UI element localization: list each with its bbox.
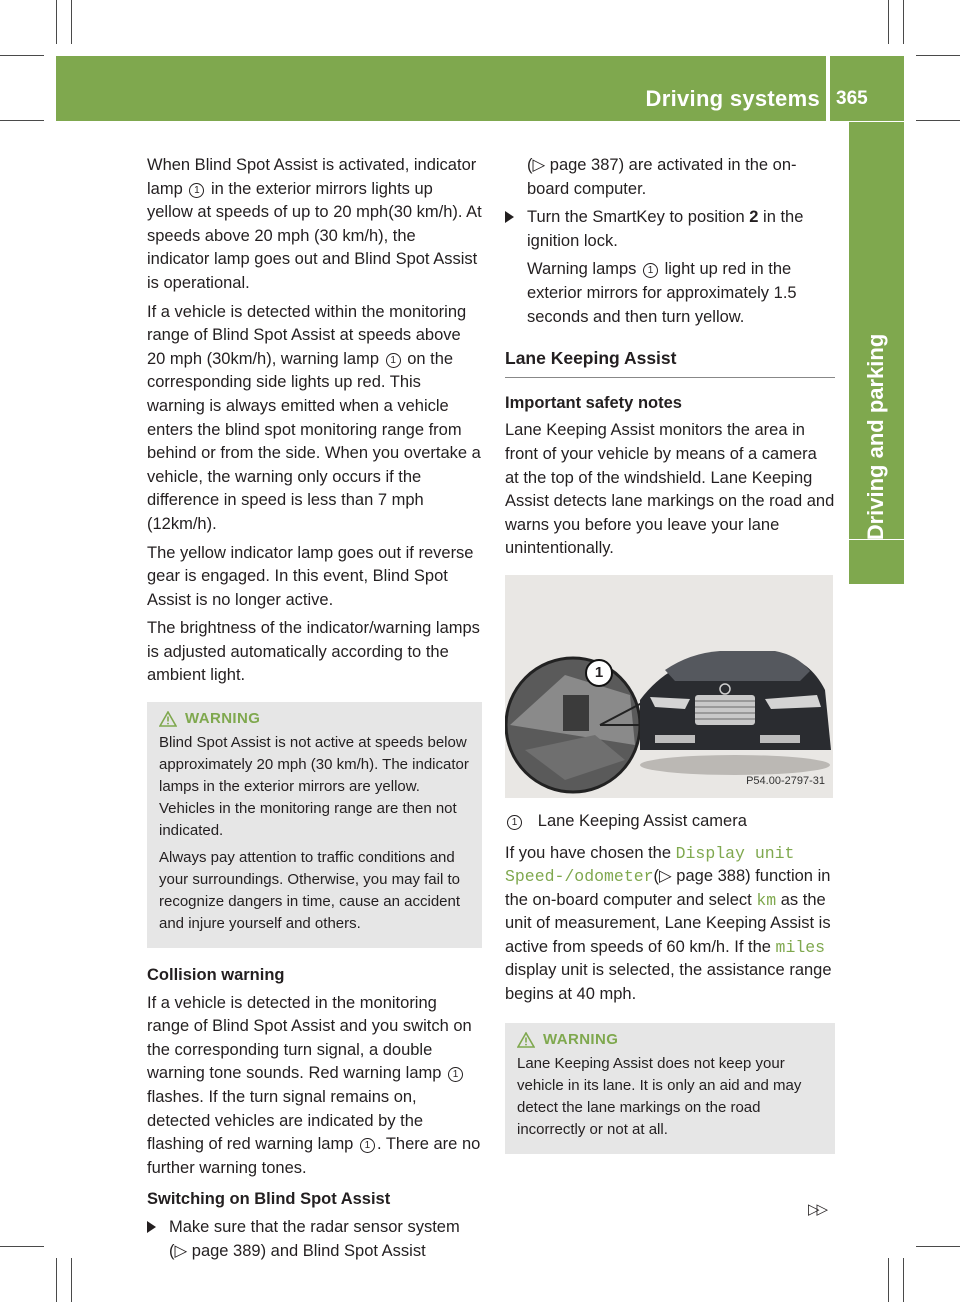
car-illustration (505, 575, 833, 798)
crop-mark (916, 1246, 960, 1247)
paragraph: If a vehicle is detected in the monitoring range of Blind Spot Assist and you switch on the corresponding turn signal, a double warning tone sounds. Red warning lamp 1 flashes. If the turn signal remains on, detected vehicles are indicated by the flashing of red warning lamp 1 . There are no further warning tones. (147, 993, 481, 1177)
crop-mark (0, 55, 44, 56)
crop-mark (916, 120, 960, 121)
crop-mark (888, 0, 889, 44)
callout-1-icon: 1 (189, 183, 204, 198)
crop-mark (916, 55, 960, 56)
paragraph: When Blind Spot Assist is activated, indicator lamp 1 in the exterior mirrors lights up yellow at speeds of up to 20 mph(30 km/h). At speeds above 20 mph (30 km/h), the indicator lamp goes out and Blind Spot Assist is operational. (147, 156, 482, 292)
warning-label: WARNING (185, 710, 261, 728)
warning-triangle-icon (159, 711, 177, 727)
warning-triangle-icon (517, 1032, 535, 1048)
left-column (147, 154, 482, 1268)
chapter-tab-marker (849, 540, 904, 584)
camera-photo (505, 575, 833, 798)
figure-code: P54.00-2797-31 (746, 775, 825, 788)
callout-1-icon: 1 (360, 1138, 375, 1153)
warning-heading (159, 708, 474, 730)
crop-mark (56, 1258, 57, 1302)
subheading: Collision warning (147, 966, 285, 985)
callout-1-icon: 1 (448, 1067, 463, 1082)
warning-heading (517, 1029, 827, 1051)
menu-term: Display unit Speed-/odometer (505, 843, 795, 887)
paragraph: (▷ page 387) are activated in the on-board computer. (527, 156, 797, 198)
menu-term: miles (775, 937, 826, 957)
header-separator (826, 56, 830, 121)
crop-mark (56, 0, 57, 44)
callout-1-icon: 1 (386, 353, 401, 368)
figure-callout: 1 (585, 659, 613, 687)
callout-1-icon: 1 (507, 815, 522, 830)
paragraph: Warning lamps 1 light up red in the exterior mirrors for approximately 1.5 seconds and then turn yellow. (527, 260, 797, 326)
crop-mark (888, 1258, 889, 1302)
paragraph: The yellow indicator lamp goes out if reverse gear is engaged. In this event, Blind Spot Assist is no longer active. (147, 543, 474, 609)
continue-marker: ▷▷ (808, 1201, 826, 1218)
warning-box (505, 1023, 835, 1154)
warning-text: Blind Spot Assist is not active at speeds below approximately 20 mph (30 km/h). The indicator lamps in the exterior mirrors are yellow. Vehicles in the monitoring range are then not indicated. (159, 734, 469, 840)
callout-1-icon: 1 (643, 263, 658, 278)
paragraph: If a vehicle is detected within the monitoring range of Blind Spot Assist at speeds above 20 mph (30km/h), warning lamp 1 on the corresponding side lights up red. This warning is always emitted when a vehicle enters the blind spot monitoring range from behind or from the side. When you overtake a vehicle, the warning only occurs if the difference in speed is less than 7 mph (12km/h). (147, 302, 481, 533)
paragraph: The brightness of the indicator/warning lamps is adjusted automatically according to the ambient light. (147, 619, 480, 685)
subheading: Important safety notes (505, 393, 682, 412)
warning-text: Always pay attention to traffic conditions and your surroundings. Otherwise, you may fail to recognize dangers in time, cause an accident and injure yourself and others. (159, 849, 461, 933)
subheading: Switching on Blind Spot Assist (147, 1190, 391, 1209)
crop-mark (71, 0, 72, 44)
crop-mark (903, 0, 904, 44)
crop-mark (0, 120, 44, 121)
section-running-title: Driving systems (645, 86, 820, 111)
chapter-tab-label: Driving and parking (863, 333, 888, 541)
page-number: 365 (836, 88, 868, 109)
step-arrow-icon (505, 211, 514, 223)
crop-mark (903, 1258, 904, 1302)
instruction-step: Turn the SmartKey to position 2 in the ignition lock. (505, 206, 835, 253)
crop-mark (71, 1258, 72, 1302)
paragraph: If you have chosen the Display unit Speed-/odometer(▷ page 388) function in the on-board computer and select km as the unit of measurement, Lane Keeping Assist is active from speeds of 60 km/h. If the miles display unit is selected, the assistance range begins at 40 mph. (505, 843, 832, 1004)
instruction-step: Make sure that the radar sensor system (▷ page 389) and Blind Spot Assist (147, 1216, 482, 1263)
warning-text: Lane Keeping Assist does not keep your vehicle in its lane. It is only an aid and may detect the lane markings on the road incorrectly or not at all. (517, 1054, 802, 1138)
warning-label: WARNING (543, 1030, 619, 1048)
right-column (505, 154, 835, 1170)
menu-term: km (756, 890, 777, 910)
paragraph: Lane Keeping Assist monitors the area in front of your vehicle by means of a camera at the top of the windshield. Lane Keeping Assist detects lane markings on the road and warns you before you leave your lane unintentionally. (505, 421, 835, 558)
figure-caption: 1 Lane Keeping Assist camera (505, 810, 835, 834)
warning-box (147, 702, 482, 948)
step-arrow-icon (147, 1221, 156, 1233)
crop-mark (0, 1246, 44, 1247)
section-heading: Lane Keeping Assist (505, 347, 835, 378)
